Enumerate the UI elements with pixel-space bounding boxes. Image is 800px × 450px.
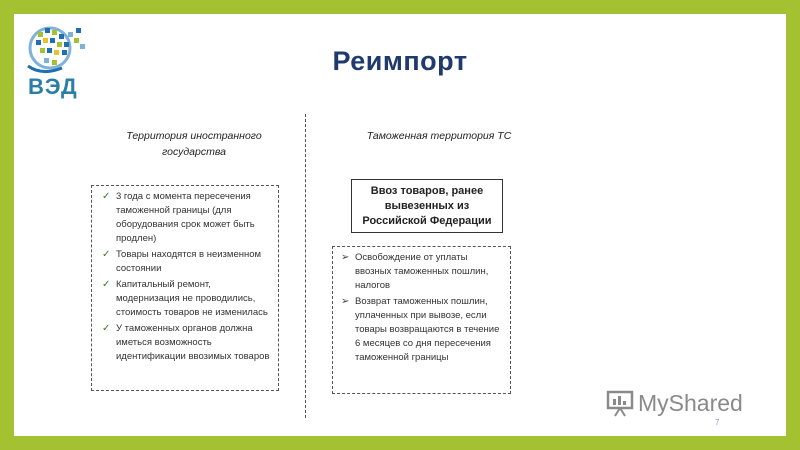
left-column-header: Территория иностранного государства <box>126 130 262 158</box>
conditions-list <box>102 190 274 364</box>
list-item: ➢ Освобождение от уплаты ввозных таможенных пошлин, налогов <box>341 252 489 291</box>
list-item: ✓ У таможенных органов должна иметься возможность идентификации ввозимых товаров <box>102 323 270 362</box>
list-item: ✓ Товары находятся в неизменном состоянии <box>102 249 262 274</box>
watermark-text: MyShared <box>638 389 743 416</box>
arrow-bullet-icon: ➢ <box>341 296 350 307</box>
slide <box>14 14 786 436</box>
column-divider <box>305 114 306 418</box>
checkmark-icon: ✓ <box>102 249 111 260</box>
checkmark-icon: ✓ <box>102 191 111 202</box>
checkmark-icon: ✓ <box>102 323 111 334</box>
page-number: 7 <box>715 418 720 427</box>
import-box: Ввоз товаров, ранее вывезенных из Российской Федерации <box>351 179 503 233</box>
logo-text: ВЭД <box>28 74 78 99</box>
myshared-watermark <box>606 386 774 420</box>
slide-title: Реимпорт <box>332 46 468 76</box>
right-benefits-box <box>332 246 511 394</box>
left-conditions-box <box>91 185 279 391</box>
list-item: ✓ 3 года с момента пересечения таможенной границы (для оборудования срок может быть продлен) <box>102 191 255 244</box>
right-column-header: Таможенная территория ТС <box>366 130 512 142</box>
benefits-list <box>341 251 506 365</box>
list-item: ➢ Возврат таможенных пошлин, уплаченных при вывозе, если товары возвращаются в течение 6 месяцев со дня пересечения таможенной границы <box>341 296 500 363</box>
presentation-board-icon <box>606 389 634 417</box>
list-item: ✓ Капитальный ремонт, модернизация не проводились, стоимость товаров не изменилась <box>102 279 268 318</box>
arrow-bullet-icon: ➢ <box>341 252 350 263</box>
checkmark-icon: ✓ <box>102 279 111 290</box>
